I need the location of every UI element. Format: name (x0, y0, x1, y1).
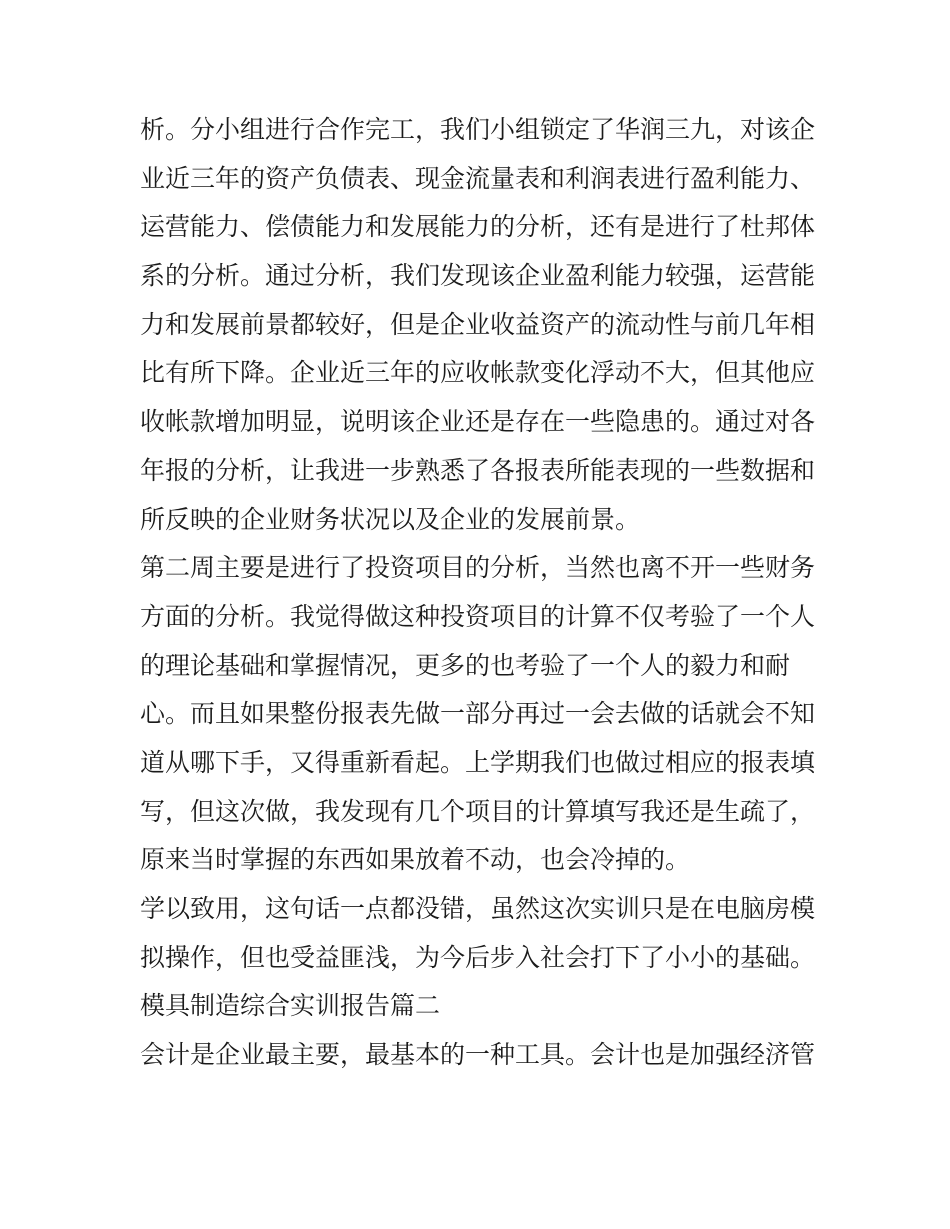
text-line: 会计是企业最主要，最基本的一种工具。会计也是加强经济管 (140, 1040, 816, 1070)
text-line: 第二周主要是进行了投资项目的分析，当然也离不开一些财务 (140, 553, 816, 583)
text-line: 析。分小组进行合作完工，我们小组锁定了华润三九，对该企 (140, 115, 816, 144)
text-line: 拟操作，但也受益匪浅，为今后步入社会打下了小小的基础。 (140, 942, 816, 972)
text-line: 年报的分析，让我进一步熟悉了各报表所能表现的一些数据和 (140, 455, 816, 485)
text-line: 的理论基础和掌握情况，更多的也考验了一个人的毅力和耐 (140, 650, 791, 680)
text-line: 业近三年的资产负债表、现金流量表和利润表进行盈利能力、 (140, 163, 816, 193)
text-line: 方面的分析。我觉得做这种投资项目的计算不仅考验了一个人 (140, 601, 816, 631)
text-line: 学以致用，这句话一点都没错，虽然这次实训只是在电脑房模 (140, 894, 816, 923)
text-line: 原来当时掌握的东西如果放着不动，也会冷掉的。 (140, 845, 691, 875)
text-line: 写，但这次做，我发现有几个项目的计算填写我还是生疏了， (140, 796, 816, 826)
text-line: 比有所下降。企业近三年的应收帐款变化浮动不大，但其他应 (140, 358, 816, 388)
text-line: 运营能力、偿债能力和发展能力的分析，还有是进行了杜邦体 (140, 212, 816, 242)
text-line: 所反映的企业财务状况以及企业的发展前景。 (140, 504, 641, 534)
text-line: 收帐款增加明显，说明该企业还是存在一些隐患的。通过对各 (140, 407, 816, 437)
section-heading: 模具制造综合实训报告篇二 (140, 991, 441, 1021)
text-line: 心。而且如果整份报表先做一部分再过一会去做的话就会不知 (140, 699, 816, 729)
text-line: 道从哪下手，又得重新看起。上学期我们也做过相应的报表填 (140, 747, 816, 777)
document-body (140, 106, 820, 1080)
text-line: 系的分析。通过分析，我们发现该企业盈利能力较强，运营能 (140, 261, 816, 291)
text-line: 力和发展前景都较好，但是企业收益资产的流动性与前几年相 (140, 309, 816, 339)
